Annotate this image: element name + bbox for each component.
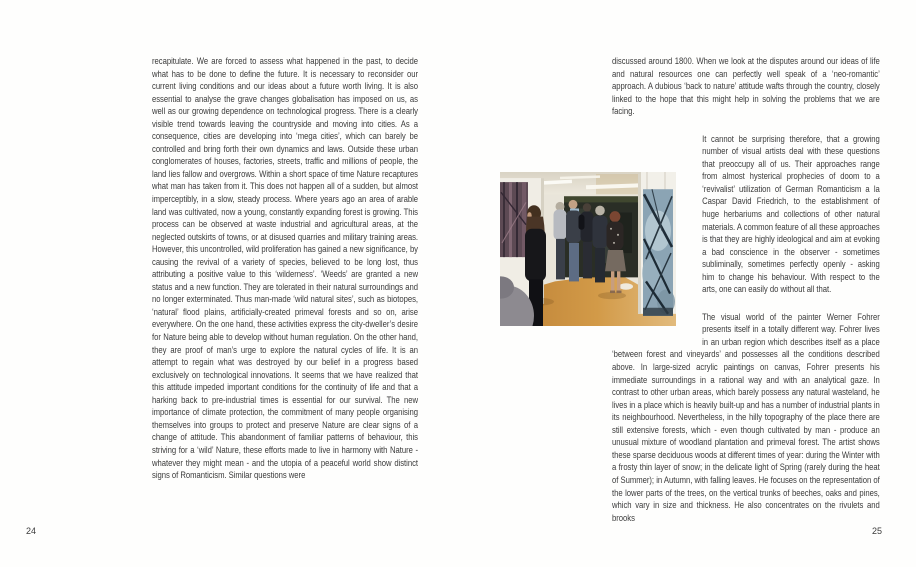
right-page-paragraph-1: discussed around 1800. When we look at the disputes around our ideas of life and natural resources one can perfectly well speak of a ‘neo-romantic’ approach. A dubious ‘back to nature’ attitude wafts through the country, closely linked to the hope that this might help in solving the problems that we are facing. bbox=[612, 56, 880, 117]
left-page-number: 24 bbox=[26, 526, 37, 536]
photo-pedestal bbox=[619, 283, 633, 289]
photo-painting-right bbox=[642, 189, 675, 316]
left-page-paragraph: recapitulate. We are forced to assess what happened in the past, to decide what has to be done to define the future. It is necessary to reconsider our current living conditions and our ideas about a future worth living. It is also essential to analyse the grave changes globalisation has imposed on us, as well as our growing dependence on technological progress. There is a clearly visible trend towards leaving the countryside and moving into cities. As a consequence, cities are developing into ‘mega cities’, which can barely be controlled and bring forth their own dynamics and laws. Outside these urban conglomerates of houses, factories, streets, traffic and millions of people, the land lies fallow and overgrows. Within a short space of time Nature recaptures what man has taken from it. This does not happen all of a sudden, but almost imperceptibly, in a slow, steady process. Where years ago an area of arable land was cultivated, now a young, constantly expanding forest is growing. This process can be observed at waste industrial and agricultural areas, at the neglected outskirts of towns, or at disused quarries and military training areas. However, this uncontrolled, wild proliferation has gained a new significance, by causing the revival of a variety of species, believed to be long lost, thus attributing a positive value to this ‘wilderness’. ‘Weeds’ are granted a new status and a new function. They are tolerated in their natural surroundings and no longer exterminated. Thus man-made ‘wild natural sites’, such as biotopes, ‘natural’ flood plains, artificially-created primeval forests and so on, arise everywhere. On the one hand, these activities express the city-dweller’s desire for Nature being able to develop without human regulation. On the other hand, they are proof of man’s urge to explore the natural cycles of life. It is an attempt to regain what was destroyed by our belief in a progress based exclusively on technological innovations. It seems that we have realized that this attitude impeded important conditions for the continuity of life and that a harking back to pre-industrial times is essential for our survival. The new importance of climate protection, the commitment of many people organising themselves into groups to protect and preserve Nature are clear signs of a change of attitude. This abandonment of familiar patterns of behaviour, this striving for a ‘wild’ Nature, these efforts made to live in harmony with Nature - whatever they might mean - and the utopia of a peaceful world show distinct signs of Romanticism. Similar questions were bbox=[152, 56, 418, 481]
right-page-paragraph-3: The visual world of the painter Werner Fohrer presents itself in a totally different way. Fohrer lives in an urban region which describes itself as a place ‘between forest and vineyards’ and possesses all the conditions described above. In large-sized acrylic paintings on canvas, Fohrer presents his immediate surroundings in a rational way and with an analytical gaze. In contrast to other urban areas, which barely possess any natural wasteland, he lives in a place which is heavily built-up and has a number of industrial plants in its neighbourhood. Nevertheless, in the hilly topography of the place there are still extensive forests, which - even though cultivated by man - produce an unusual mixture of woodland plantation and primeval forest. The artist shows these sparse deciduous woods at different times of year: during the Winter with a frosty thin layer of snow; in the delicate light of Spring (rarely during the heat of Summer); in Autumn, with falling leaves. He focuses on the representation of the lower parts of the trees, on the vertical trunks of beeches, oaks and pines, which vary in size and thickness. He also concentrates on the rivulets and brooks bbox=[612, 311, 880, 523]
right-page-number: 25 bbox=[872, 526, 883, 536]
exhibition-photo bbox=[500, 172, 676, 326]
photo-painting-left bbox=[500, 182, 528, 257]
left-page-text-column bbox=[152, 55, 418, 482]
right-page-paragraph-2-text: It cannot be surprising therefore, that a growing number of visual artists deal with these questions that preoccupy all of us. Their approaches range from almost hysterical prophecies of doom to a ‘revivalist’ utilization of German Romanticism a la Caspar David Friedrich, to the establishment of huge herbariums and collections of other natural materials. A common feature of all these approaches is that they are highly ideological and aim at evoking a bad conscience in the observer - sometimes subliminally, sometimes perfectly openly - asking him to change his behaviour. With respect to the arts, one can easily do without all that. bbox=[702, 133, 880, 295]
